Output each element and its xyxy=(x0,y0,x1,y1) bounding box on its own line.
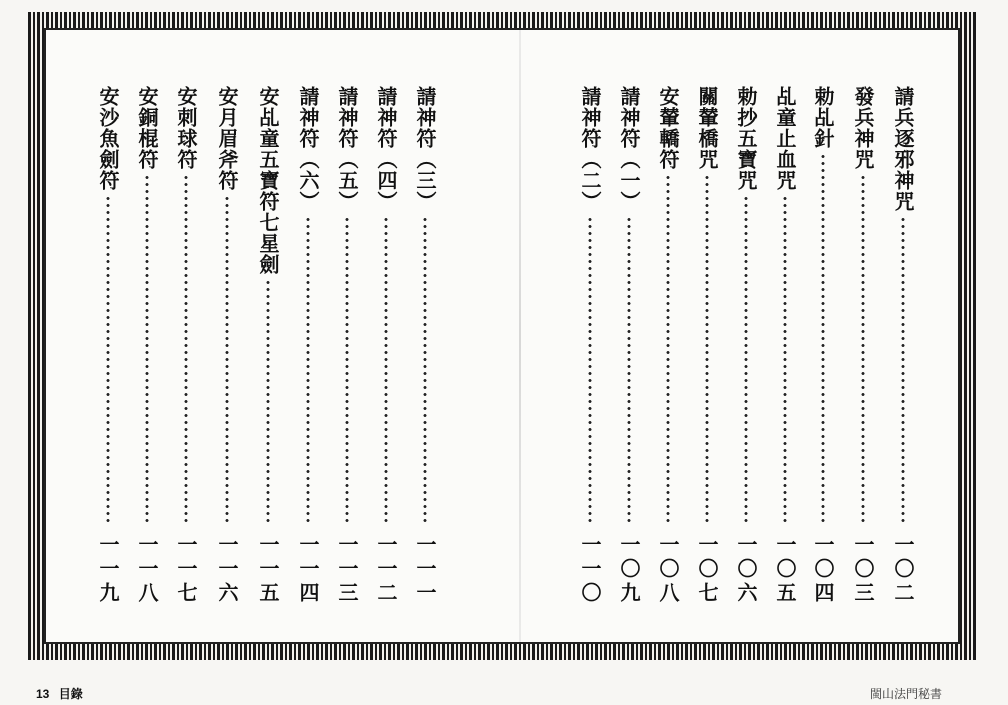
toc-entry-title: 勅抄五寶咒 xyxy=(734,86,758,191)
toc-entry xyxy=(575,68,605,608)
toc-entry-page: 一〇三 xyxy=(851,534,875,606)
toc-entry-title: 請神符︵三︶ xyxy=(413,86,437,212)
toc-entry-page: 一〇四 xyxy=(811,534,835,606)
toc-entry-title: 安輦轎符 xyxy=(656,86,680,170)
book-spine-gutter xyxy=(519,30,521,642)
toc-entry-page: 一〇八 xyxy=(656,534,680,606)
toc-entry-title: 安刺球符 xyxy=(174,86,198,170)
toc-entry-title: 安沙魚劍符 xyxy=(96,86,120,191)
footer-left xyxy=(36,685,83,702)
toc-entry-title: 請神符︵五︶ xyxy=(335,86,359,212)
toc-leader-dots xyxy=(306,216,310,526)
toc-entry-page: 一一七 xyxy=(174,534,198,606)
toc-leader-dots xyxy=(783,195,787,526)
toc-entry xyxy=(253,68,283,608)
toc-entry-page: 一一二 xyxy=(374,534,398,606)
toc-entry-page: 一一八 xyxy=(135,534,159,606)
toc-leader-dots xyxy=(184,174,188,526)
toc-entry xyxy=(770,68,800,608)
toc-entry xyxy=(410,68,440,608)
toc-entry-page: 一一九 xyxy=(96,534,120,606)
toc-entry xyxy=(171,68,201,608)
toc-leader-dots xyxy=(901,216,905,526)
toc-leader-dots xyxy=(266,279,270,526)
toc-entry-title: 乩童止血咒 xyxy=(773,86,797,191)
toc-entry xyxy=(692,68,722,608)
toc-leader-dots xyxy=(705,174,709,526)
toc-leader-dots xyxy=(145,174,149,526)
toc-entry-title: 發兵神咒 xyxy=(851,86,875,170)
toc-leader-dots xyxy=(345,216,349,526)
toc-entry-page: 一一〇 xyxy=(578,534,602,606)
toc-leader-dots xyxy=(106,195,110,526)
toc-entry-title: 勅乩針 xyxy=(811,86,835,149)
toc-entry xyxy=(848,68,878,608)
toc-leader-dots xyxy=(423,216,427,526)
toc-entry-page: 一一五 xyxy=(256,534,280,606)
toc-leader-dots xyxy=(627,216,631,526)
toc-entry xyxy=(653,68,683,608)
toc-entry xyxy=(731,68,761,608)
toc-entry-page: 一〇五 xyxy=(773,534,797,606)
section-title: 目錄 xyxy=(58,687,83,701)
page-number: 13 xyxy=(36,687,50,701)
toc-entry xyxy=(132,68,162,608)
toc-entry-page: 一一一 xyxy=(413,534,437,606)
toc-leader-dots xyxy=(861,174,865,526)
toc-entry-page: 一〇二 xyxy=(891,534,915,606)
toc-entry-title: 請神符︵四︶ xyxy=(374,86,398,212)
toc-entry-title: 請兵逐邪神咒 xyxy=(891,86,915,212)
toc-entry-title: 關輦橋咒 xyxy=(695,86,719,170)
toc-entry-page: 一一四 xyxy=(296,534,320,606)
toc-entry-page: 一〇七 xyxy=(695,534,719,606)
toc-entry xyxy=(212,68,242,608)
toc-leader-dots xyxy=(384,216,388,526)
toc-entry xyxy=(808,68,838,608)
footer-book-title: 閩山法門秘書 xyxy=(870,687,943,701)
toc-entry-page: 一一三 xyxy=(335,534,359,606)
toc-entry-title: 請神符︵二︶ xyxy=(578,86,602,212)
toc-entry xyxy=(332,68,362,608)
toc-entry-title: 安銅棍符 xyxy=(135,86,159,170)
toc-entry xyxy=(614,68,644,608)
toc-entry-title: 請神符︵六︶ xyxy=(296,86,320,212)
toc-entry-page: 一〇六 xyxy=(734,534,758,606)
toc-entry xyxy=(93,68,123,608)
toc-entry-title: 請神符︵一︶ xyxy=(617,86,641,212)
toc-leader-dots xyxy=(225,195,229,526)
toc-entry-page: 一〇九 xyxy=(617,534,641,606)
toc-entry-title: 安乩童五寶符七星劍 xyxy=(256,86,280,275)
toc-entry xyxy=(888,68,918,608)
toc-leader-dots xyxy=(666,174,670,526)
toc-entry xyxy=(293,68,323,608)
toc-leader-dots xyxy=(821,153,825,526)
toc-leader-dots xyxy=(588,216,592,526)
toc-entry-title: 安月眉斧符 xyxy=(215,86,239,191)
toc-entry-page: 一一六 xyxy=(215,534,239,606)
toc-leader-dots xyxy=(744,195,748,526)
toc-entry xyxy=(371,68,401,608)
